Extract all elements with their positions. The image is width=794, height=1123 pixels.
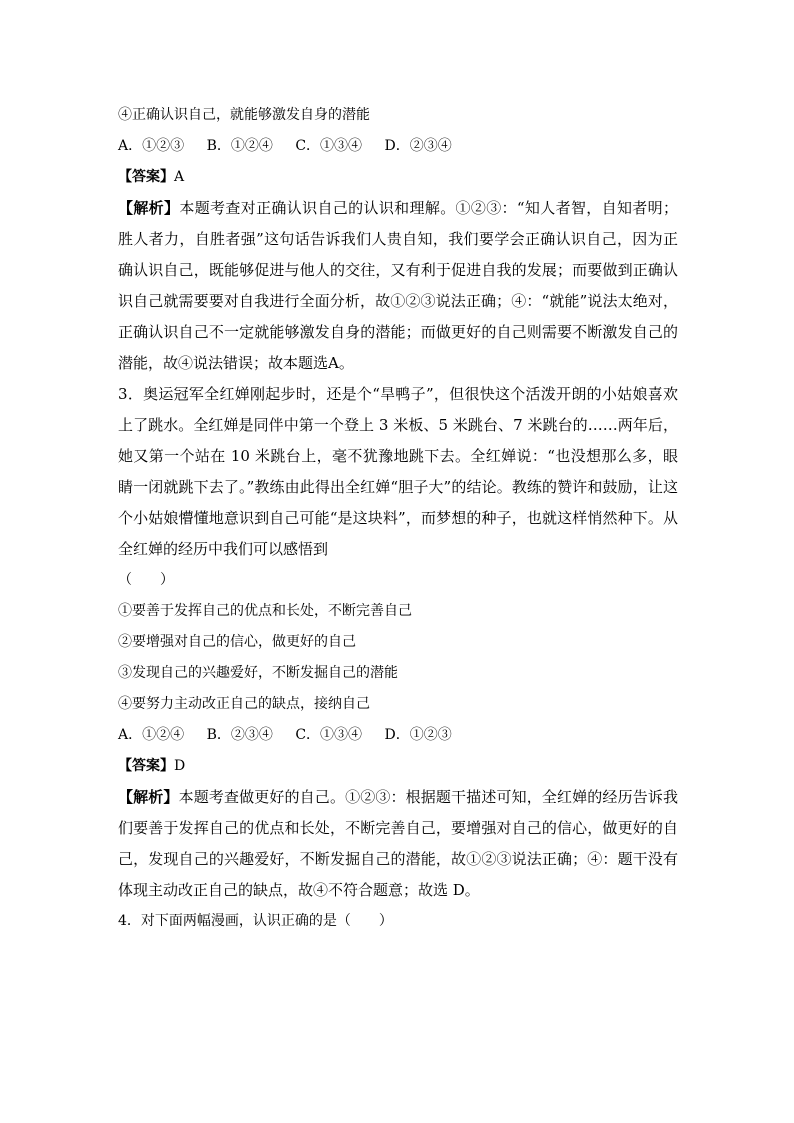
q3-analysis-text: 本题考查做更好的自己。①②③：根据题干描述可知，全红婵的经历告诉我们要善于发挥自己的优点和长处，不断完善自己，要增强对自己的信心，做更好的自己，发现自己的兴趣爱好，不断发掘自己的潜能，故①②③说法正确；④：题干没有体现主动改正自己的缺点，故④不符合题意；故选 D。 <box>118 788 678 899</box>
q2-analysis-label: 【解析】 <box>118 199 180 217</box>
q2-choice-a: A．①②③ <box>118 138 185 154</box>
q3-answer-value: D <box>174 758 186 774</box>
q3-analysis-label: 【解析】 <box>118 788 179 806</box>
q3-answer-label: 【答案】 <box>118 758 174 774</box>
q2-choice-d: D．②③④ <box>384 138 452 154</box>
q2-choices <box>118 131 678 162</box>
q2-analysis-text: 本题考查对正确认识自己的认识和理解。①②③：“知人者智，自知者明；胜人者力，自胜者强”这句话告诉我们人贵自知，我们要学会正确认识自己，因为正确认识自己，既能够促进与他人的交往，又有利于促进自我的发展；而要做到正确认识自己就需要要对自我进行全面分析，故①②③说法正确；④：“就能”说法太绝对，正确认识自己不一定就能够激发自身的潜能；而做更好的自己则需要不断激发自己的潜能，故④说法错误；故本题选A。 <box>118 199 678 372</box>
q2-option-4: ④正确认识自己，就能够激发自身的潜能 <box>118 107 370 123</box>
q2-analysis <box>118 193 678 379</box>
q3-choice-b: B．②③④ <box>206 727 273 743</box>
q4-stem: 4．对下面两幅漫画，认识正确的是（ ） <box>118 913 393 929</box>
q3-choice-c: C．①③④ <box>295 727 363 743</box>
q3-stem: 3．奥运冠军全红婵刚起步时，还是个“旱鸭子”，但很快这个活泼开朗的小姑娘喜欢上了跳水。全红婵是同伴中第一个登上 3 米板、5 米跳台、7 米跳台的……两年后，她又第一个站在 10 米跳台上，毫不犹豫地跳下去。全红婵说：“也没想那么多，眼睛一闭就跳下去了。”教练由此得出全红婵“胆子大”的结论。教练的赞许和鼓励，让这个小姑娘懵懂地意识到自己可能“是这块料”，而梦想的种子，也就这样悄然种下。从全红婵的经历中我们可以感悟到 <box>118 385 678 558</box>
q2-choice-b: B．①②④ <box>206 138 273 154</box>
q3-analysis <box>118 782 678 906</box>
q2-choice-c: C．①③④ <box>295 138 363 154</box>
q2-answer-label: 【答案】 <box>118 169 174 185</box>
q3-choice-a: A．①②④ <box>118 727 185 743</box>
q3-option-1: ①要善于发挥自己的优点和长处，不断完善自己 <box>118 603 412 619</box>
q3-option-4: ④要努力主动改正自己的缺点，接纳自己 <box>118 696 370 712</box>
q2-answer <box>118 162 678 193</box>
q3-option-3: ③发现自己的兴趣爱好，不断发掘自己的潜能 <box>118 665 398 681</box>
q3-blank: （ ） <box>118 572 174 588</box>
q3-choices <box>118 720 678 751</box>
q3-choice-d: D．①②③ <box>384 727 452 743</box>
q3-answer <box>118 751 678 782</box>
document-content <box>118 100 678 937</box>
q3-option-2: ②要增强对自己的信心，做更好的自己 <box>118 634 356 650</box>
q2-answer-value: A <box>174 169 185 185</box>
